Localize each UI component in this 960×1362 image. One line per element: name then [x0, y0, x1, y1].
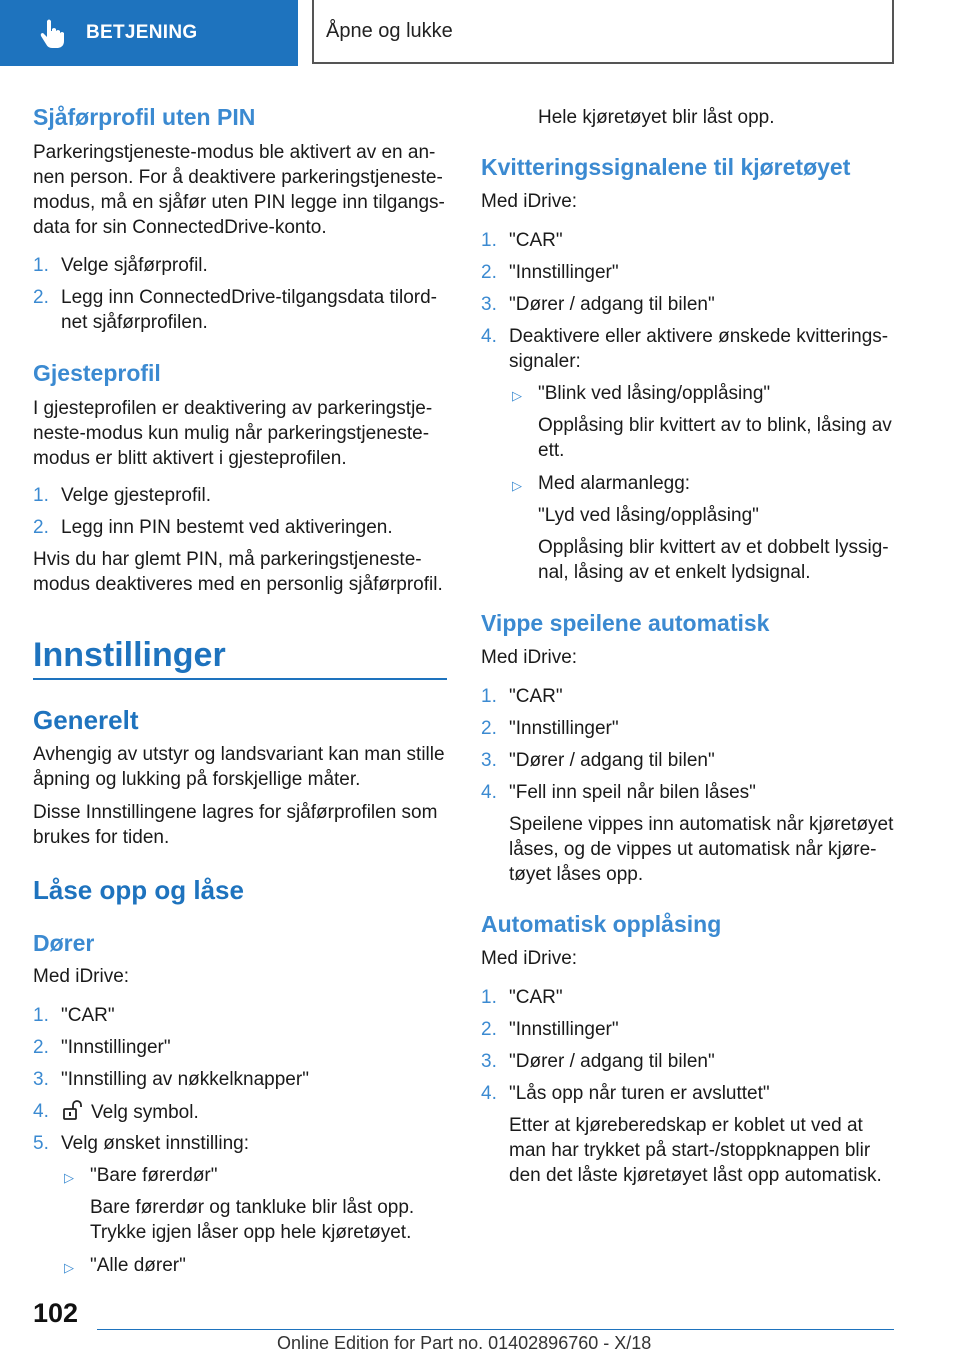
paragraph-generelt-2: Disse Innstillingene lagres for sjåførprofilen som brukes for tiden. [33, 802, 438, 848]
option-alle-dorer: "Alle dører" [90, 1255, 186, 1276]
paragraph-gjesteprofil: I gjesteprofilen er deaktivering av parkeringstje- neste-modus kun mulig når parkeringstjeneste- modus er blitt aktivert i gjesteprofilen. [33, 398, 433, 469]
option-alle-dorer-desc: Hele kjøretøyet blir låst opp. [538, 107, 775, 128]
unlock-icon [61, 1099, 85, 1121]
footer-edition: Online Edition for Part no. 01402896760 - X/18 [277, 1333, 652, 1353]
heading-kvitteringssignaler: Kvitteringssignalene til kjøretøyet [481, 154, 851, 180]
heading-generelt: Generelt [33, 705, 139, 735]
section-label: BETJENING [86, 22, 198, 43]
option-bare-forerdor-desc: Bare førerdør og tankluke blir låst opp. Trykke igjen låser opp hele kjøretøyet. [90, 1197, 415, 1243]
hand-pointer-icon [40, 18, 66, 48]
option-lyd: "Lyd ved låsing/opplåsing" [538, 505, 759, 526]
vippe-desc: Speilene vippes inn automatisk når kjøretøyet låses, og de vippes ut automatisk når kjøre- tøyet låses opp. [509, 814, 894, 885]
triangle-bullet-icon: ▷ [64, 1260, 74, 1275]
option-bare-forerdor: "Bare førerdør" [90, 1165, 218, 1186]
heading-innstillinger: Innstillinger [33, 636, 226, 674]
option-blink: "Blink ved låsing/opplåsing" [538, 383, 771, 404]
heading-sjaforprofil: Sjåførprofil uten PIN [33, 104, 256, 130]
med-idrive-label: Med iDrive: [481, 191, 578, 212]
heading-rule [33, 678, 447, 680]
section-tab [0, 0, 298, 66]
paragraph-sjaforprofil: Parkeringstjeneste-modus ble aktivert av en an- nen person. For å deaktivere parkeringstjeneste- modus, må en sjåfør uten PIN legge inn tilgangs- data for sin ConnectedDrive-konto. [33, 142, 445, 238]
chapter-header [312, 0, 894, 64]
chapter-title: Åpne og lukke [326, 19, 453, 42]
triangle-bullet-icon: ▷ [512, 478, 522, 493]
med-idrive-label: Med iDrive: [33, 966, 130, 987]
option-blink-desc: Opplåsing blir kvittert av to blink, låsing av ett. [538, 415, 892, 461]
auto-desc: Etter at kjøreberedskap er koblet ut ved at man har trykket på start-/stoppknappen blir den det låste kjøretøyet låst opp automatisk. [509, 1115, 882, 1186]
option-alarm: Med alarmanlegg: [538, 473, 691, 494]
med-idrive-label: Med iDrive: [481, 948, 578, 969]
footer-rule [97, 1329, 894, 1330]
page-number: 102 [33, 1298, 79, 1328]
triangle-bullet-icon: ▷ [512, 388, 522, 403]
med-idrive-label: Med iDrive: [481, 647, 578, 668]
heading-dorer: Dører [33, 930, 95, 956]
paragraph-glemt-pin: Hvis du har glemt PIN, må parkeringstjeneste- modus deaktiveres med en personlig sjåførprofil. [33, 549, 443, 595]
option-lyd-desc: Opplåsing blir kvittert av et dobbelt lyssig- nal, låsing av et enkelt lydsignal. [538, 537, 889, 583]
heading-vippe-speilene: Vippe speilene automatisk [481, 610, 770, 636]
paragraph-generelt-1: Avhengig av utstyr og landsvariant kan man stille åpning og lukking på forskjellige måter. [33, 744, 445, 790]
triangle-bullet-icon: ▷ [64, 1170, 74, 1185]
heading-gjesteprofil: Gjesteprofil [33, 360, 161, 386]
heading-automatisk-opplasing: Automatisk opplåsing [481, 911, 722, 937]
heading-laase-opp: Låse opp og låse [33, 875, 244, 905]
